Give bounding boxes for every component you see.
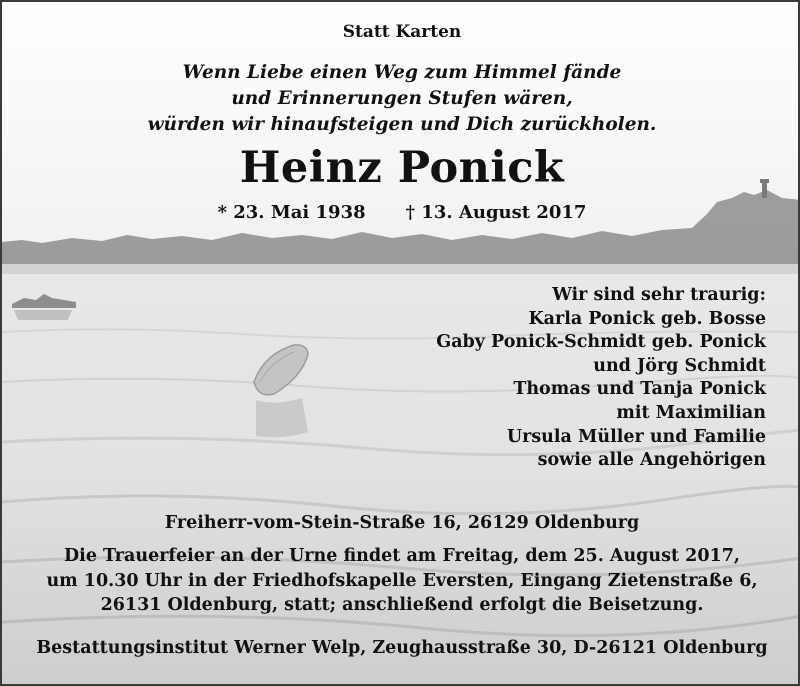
deceased-name: Heinz Ponick — [239, 143, 565, 193]
poem — [2, 60, 800, 138]
ceremony-line: Die Trauerfeier an der Urne findet am Freitag, dem 25. August 2017, — [64, 546, 740, 566]
ceremony-line: 26131 Oldenburg, statt; anschließend erfolgt die Beisetzung. — [100, 595, 704, 615]
poem-line: und Erinnerungen Stufen wären, — [231, 88, 573, 109]
poem-line: würden wir hinaufsteigen und Dich zurückholen. — [147, 114, 657, 135]
family-address: Freiherr-vom-Stein-Straße 16, 26129 Oldenburg — [164, 513, 640, 533]
mourners-heading: Wir sind sehr traurig: — [552, 285, 766, 305]
life-dates — [2, 202, 800, 223]
header-label: Statt Karten — [342, 22, 462, 42]
mourner-line: Ursula Müller und Familie — [506, 426, 766, 447]
mourner-line: Gaby Ponick-Schmidt geb. Ponick — [436, 332, 766, 353]
death-date: † 13. August 2017 — [405, 202, 587, 223]
mourner-line: und Jörg Schmidt — [593, 355, 766, 376]
undertaker-info: Bestattungsinstitut Werner Welp, Zeughausstraße 30, D-26121 Oldenburg — [36, 638, 768, 658]
poem-line: Wenn Liebe einen Weg zum Himmel fände — [182, 62, 622, 83]
birth-date: * 23. Mai 1938 — [217, 202, 366, 223]
mourners-list — [436, 284, 766, 473]
mourner-line: Karla Ponick geb. Bosse — [528, 308, 766, 329]
mourner-line: sowie alle Angehörigen — [537, 450, 766, 471]
ceremony-line: um 10.30 Uhr in der Friedhofskapelle Eversten, Eingang Zietenstraße 6, — [46, 570, 758, 591]
ceremony-details — [2, 544, 800, 618]
mourner-line: Thomas und Tanja Ponick — [513, 379, 766, 400]
mourner-line: mit Maximilian — [616, 402, 766, 423]
